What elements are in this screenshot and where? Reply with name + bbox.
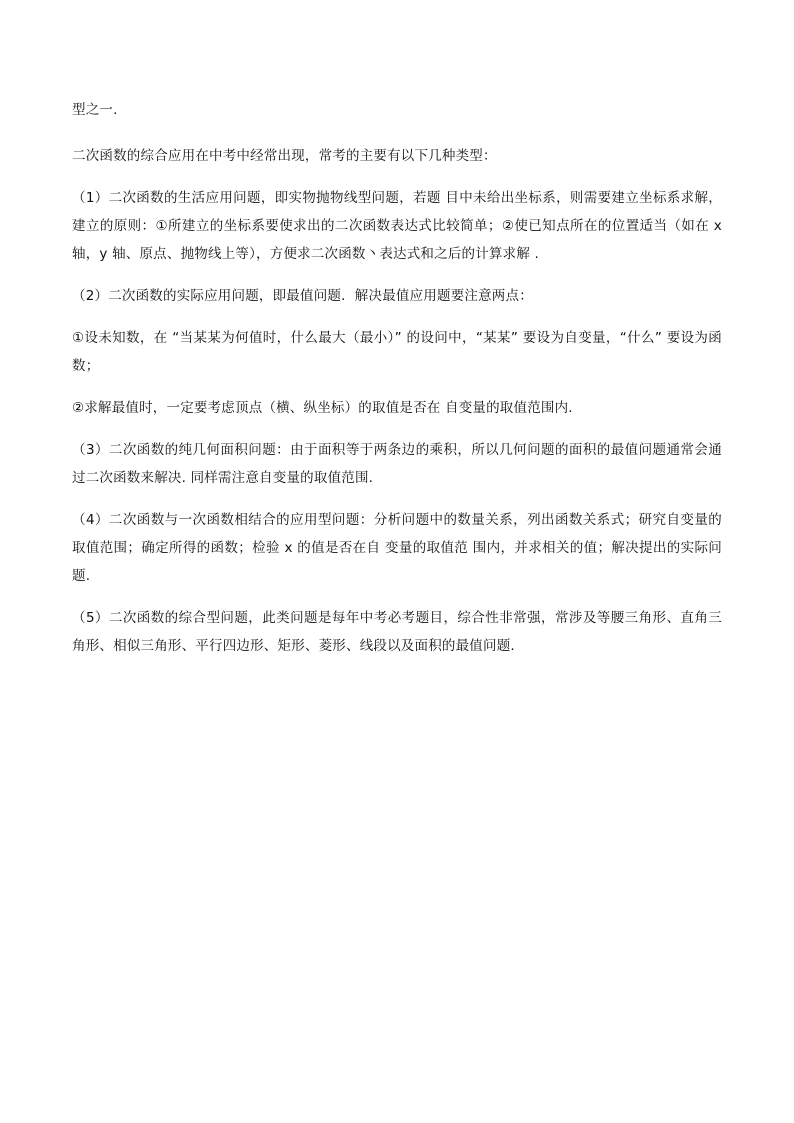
paragraph-type-2: （2）二次函数的实际应用问题，即最值问题．解决最值应用题要注意两点：: [72, 288, 533, 304]
paragraph-type-2-point-2: ②求解最值时，一定要考虑顶点（横、纵坐标）的取值是否在 自变量的取值范围内.: [72, 400, 573, 416]
paragraph-type-1: （1）二次函数的生活应用问题，即实物抛物线型问题，若题 目中未给出坐标系，则需要建立坐标系求解，建立的原则：①所建立的坐标系要使求出的二次函数表达式比较简单；②使已知点所在的位置适当（如在 x 轴，y 轴、原点、抛物线上等），方便求二次函数丶表达式和之后的计算求解 .: [72, 190, 722, 262]
paragraph-type-3: （3）二次函数的纯几何面积问题：由于面积等于两条边的乘积，所以几何问题的面积的最值问题通常会通过二次函数来解决. 同样需注意自变量的取值范围.: [72, 442, 722, 486]
paragraph-intro-tail: 型之一.: [72, 102, 118, 118]
paragraph-type-2-point-1: ①设未知数，在 “当某某为何值时，什么最大（最小）” 的设问中，“某某” 要设为自变量，“什么” 要设为函数；: [72, 330, 722, 374]
paragraph-type-4: （4）二次函数与一次函数相结合的应用型问题：分析问题中的数量关系，列出函数关系式；研究自变量的取值范围；确定所得的函数；检验 x 的值是否在自 变量的取值范 围内，并求相关的值；解决提出的实际问题.: [72, 512, 722, 584]
paragraph-overview: 二次函数的综合应用在中考中经常出现，常考的主要有以下几种类型：: [72, 148, 497, 164]
paragraph-type-5: （5）二次函数的综合型问题，此类问题是每年中考必考题目，综合性非常强，常涉及等腰三角形、直角三角形、相似三角形、平行四边形、矩形、菱形、线段以及面积的最值问题.: [72, 610, 722, 654]
